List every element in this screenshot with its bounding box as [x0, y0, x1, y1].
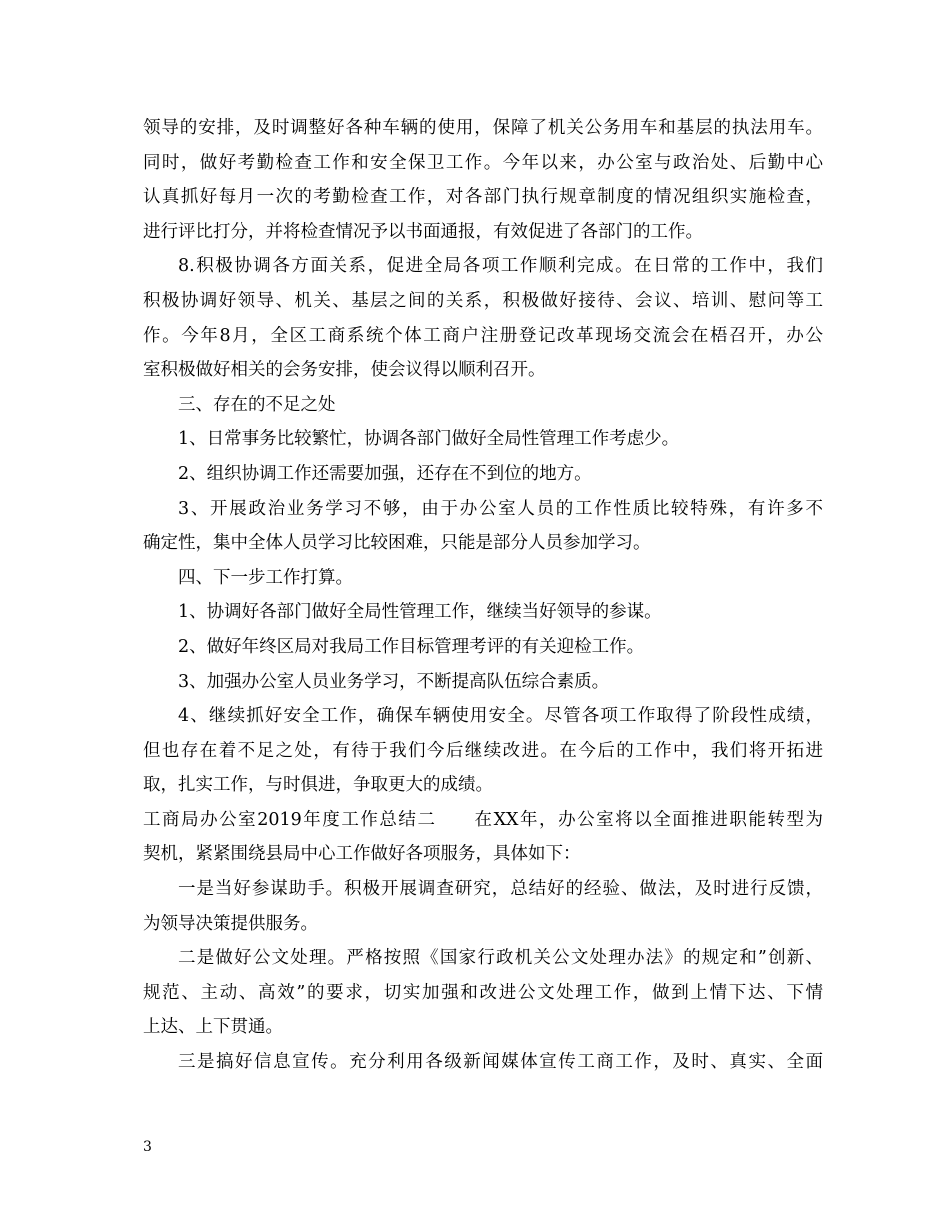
text-line: 三、存在的不足之处 [178, 394, 336, 415]
text-line: 二是做好公文处理。严格按照《国家行政机关公文处理办法》的规定和”创新、 [178, 948, 823, 969]
text-line: 认真抓好每月一次的考勤检查工作，对各部门执行规章制度的情况组织实施检查， [143, 187, 823, 208]
text-line: 工商局办公室2019年度工作总结二 在XX年，办公室将以全面推进职能转型为 [143, 809, 823, 830]
text-line: 确定性，集中全体人员学习比较困难，只能是部分人员参加学习。 [143, 533, 651, 554]
text-line: 上达、上下贯通。 [143, 1017, 283, 1038]
text-line: 3、开展政治业务学习不够，由于办公室人员的工作性质比较特殊，有许多不 [178, 498, 823, 519]
paragraph [143, 803, 823, 872]
paragraph [143, 249, 823, 387]
paragraph [143, 941, 823, 1045]
text-line: 2、做好年终区局对我局工作目标管理考评的有关迎检工作。 [178, 636, 645, 657]
text-line: 1、协调好各部门做好全局性管理工作，继续当好领导的参谋。 [178, 602, 662, 623]
section-heading [143, 561, 823, 596]
list-item [143, 422, 823, 457]
paragraph [143, 1045, 823, 1080]
text-line: 作。今年8月，全区工商系统个体工商户注册登记改革现场交流会在梧召开，办公 [143, 325, 823, 346]
list-item [143, 492, 823, 561]
list-item [143, 630, 823, 665]
text-line: 1、日常事务比较繁忙，协调各部门做好全局性管理工作考虑少。 [178, 429, 680, 450]
list-item [143, 457, 823, 492]
text-line: 4、继续抓好安全工作，确保车辆使用安全。尽管各项工作取得了阶段性成绩， [178, 706, 823, 727]
text-line: 取，扎实工作，与时俱进，争取更大的成绩。 [143, 775, 493, 796]
text-line: 契机，紧紧围绕县局中心工作做好各项服务，具体如下： [143, 844, 581, 865]
text-line: 领导的安排，及时调整好各种车辆的使用，保障了机关公务用车和基层的执法用车。 [143, 118, 823, 138]
text-line: 为领导决策提供服务。 [143, 913, 318, 934]
text-line: 2、组织协调工作还需要加强，还存在不到位的地方。 [178, 463, 592, 484]
text-line: 同时，做好考勤检查工作和安全保卫工作。今年以来，办公室与政治处、后勤中心 [143, 152, 823, 173]
document-body [143, 111, 823, 1080]
page-number: 3 [143, 1139, 152, 1155]
text-line: 三是搞好信息宣传。充分利用各级新闻媒体宣传工商工作，及时、真实、全面 [178, 1052, 823, 1073]
text-line: 但也存在着不足之处，有待于我们今后继续改进。在今后的工作中，我们将开拓进 [143, 740, 823, 761]
text-line: 规范、主动、高效”的要求，切实加强和改进公文处理工作，做到上情下达、下情 [143, 982, 823, 1003]
text-line: 8.积极协调各方面关系，促进全局各项工作顺利完成。在日常的工作中，我们 [178, 256, 823, 277]
text-line: 室积极做好相关的会务安排，使会议得以顺利召开。 [143, 360, 546, 381]
text-line: 四、下一步工作打算。 [178, 567, 353, 588]
section-heading [143, 388, 823, 423]
text-line: 积极协调好领导、机关、基层之间的关系，积极做好接待、会议、培训、慰问等工 [143, 290, 823, 311]
paragraph [143, 111, 823, 249]
paragraph [143, 872, 823, 941]
text-line: 一是当好参谋助手。积极开展调查研究，总结好的经验、做法，及时进行反馈， [178, 879, 823, 900]
list-item [143, 699, 823, 803]
text-line: 进行评比打分，并将检查情况予以书面通报，有效促进了各部门的工作。 [143, 221, 703, 242]
text-line: 3、加强办公室人员业务学习，不断提高队伍综合素质。 [178, 671, 610, 692]
list-item [143, 595, 823, 630]
list-item [143, 665, 823, 700]
